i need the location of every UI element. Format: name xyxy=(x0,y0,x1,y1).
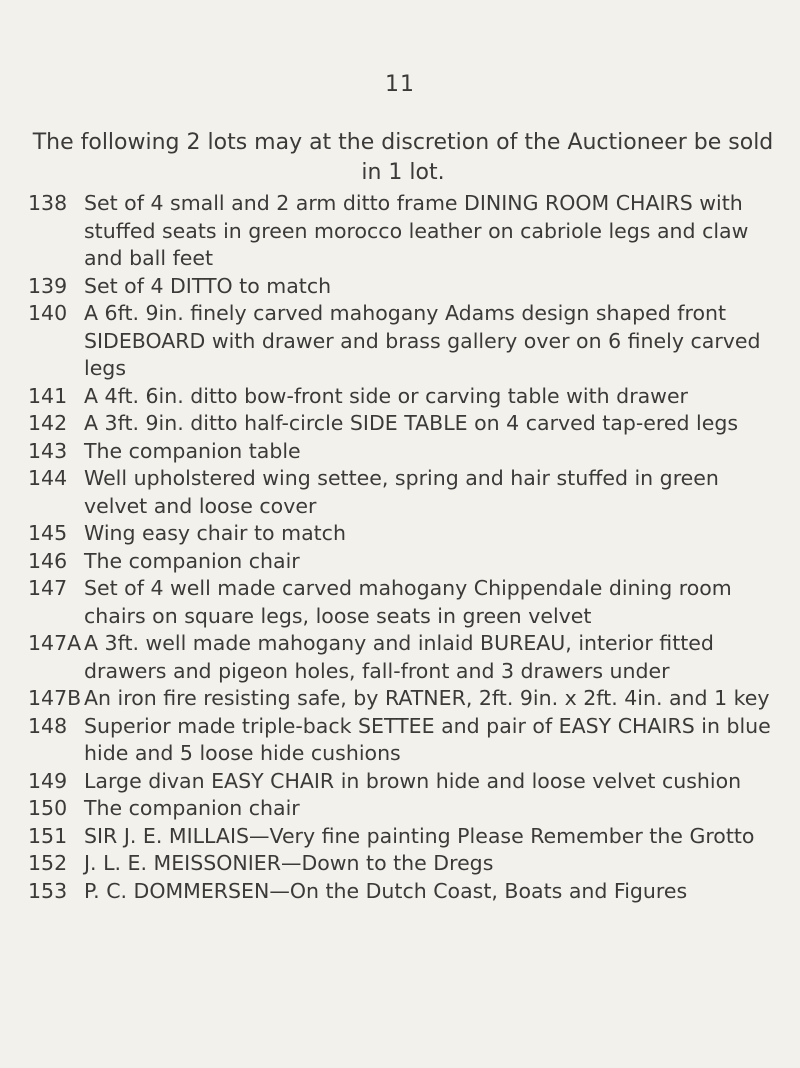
lot-144 xyxy=(28,465,788,520)
lot-number: 148 xyxy=(28,713,68,738)
lot-number: 150 xyxy=(28,796,68,820)
lot-list xyxy=(28,190,788,905)
lot-number: 142 xyxy=(28,411,68,435)
lot-description: A 3ft. well made mahogany and inlaid BUREAU, interior fitted drawers and pigeon holes, fall-front and 3 drawers under xyxy=(84,631,714,683)
lot-147b xyxy=(28,685,788,713)
lot-number: 143 xyxy=(28,438,68,463)
lot-number: 149 xyxy=(28,768,68,793)
lot-145 xyxy=(28,520,788,548)
lot-number: 139 xyxy=(28,273,68,298)
lot-143 xyxy=(28,438,788,466)
lot-description: The companion chair xyxy=(84,548,300,573)
lot-146 xyxy=(28,548,788,576)
lot-description: J. L. E. MEISSONIER—Down to the Dregs xyxy=(84,851,494,875)
lot-number: 138 xyxy=(28,191,68,215)
lot-number: 152 xyxy=(28,851,68,875)
lot-153 xyxy=(28,878,788,906)
lot-description: Wing easy chair to match xyxy=(84,521,346,545)
lot-147a xyxy=(28,630,788,685)
lot-150 xyxy=(28,795,788,823)
lot-148 xyxy=(28,713,788,768)
lot-description: Well upholstered wing settee, spring and hair stuffed in green velvet and loose cover xyxy=(84,466,719,518)
lot-description: The companion chair xyxy=(84,796,300,820)
lot-description: SIR J. E. MILLAIS—Very fine painting Please Remember the Grotto xyxy=(84,823,755,848)
lot-number: 141 xyxy=(28,383,68,408)
lot-139 xyxy=(28,273,788,301)
lot-141 xyxy=(28,383,788,411)
lot-140 xyxy=(28,300,788,383)
section-heading: The following 2 lots may at the discretion of the Auctioneer be sold in 1 lot. xyxy=(32,130,774,185)
lot-number: 144 xyxy=(28,466,68,490)
lot-description: A 4ft. 6in. ditto bow-front side or carving table with drawer xyxy=(84,383,688,408)
lot-description: The companion table xyxy=(84,438,301,463)
lot-description: Set of 4 small and 2 arm ditto frame DINING ROOM CHAIRS with stuffed seats in green morocco leather on cabriole legs and claw and ball feet xyxy=(84,191,749,270)
lot-number: 140 xyxy=(28,301,68,325)
lot-description: Large divan EASY CHAIR in brown hide and loose velvet cushion xyxy=(84,768,742,793)
lot-number: 147B xyxy=(28,686,82,710)
lot-number: 146 xyxy=(28,548,68,573)
lot-147 xyxy=(28,575,788,630)
lot-description: A 6ft. 9in. finely carved mahogany Adams design shaped front SIDEBOARD with drawer and brass gallery over on 6 finely carved legs xyxy=(84,301,761,380)
lot-description: A 3ft. 9in. ditto half-circle SIDE TABLE on 4 carved tap-ered legs xyxy=(84,411,739,435)
lot-description: P. C. DOMMERSEN—On the Dutch Coast, Boats and Figures xyxy=(84,878,688,903)
lot-description: Set of 4 well made carved mahogany Chippendale dining room chairs on square legs, loose seats in green velvet xyxy=(84,576,732,628)
lot-description: Superior made triple-back SETTEE and pair of EASY CHAIRS in blue hide and 5 loose hide cushions xyxy=(84,713,771,765)
lot-152 xyxy=(28,850,788,878)
lot-number: 151 xyxy=(28,823,68,848)
lot-149 xyxy=(28,768,788,796)
lot-142 xyxy=(28,410,788,438)
lot-number: 147A xyxy=(28,631,82,655)
lot-number: 147 xyxy=(28,576,68,600)
lot-number: 153 xyxy=(28,878,68,903)
lot-138 xyxy=(28,190,788,273)
page-number: 11 xyxy=(385,72,415,97)
lot-151 xyxy=(28,823,788,851)
lot-number: 145 xyxy=(28,521,68,545)
lot-description: Set of 4 DITTO to match xyxy=(84,273,332,298)
lot-description: An iron fire resisting safe, by RATNER, 2ft. 9in. x 2ft. 4in. and 1 key xyxy=(84,686,770,710)
